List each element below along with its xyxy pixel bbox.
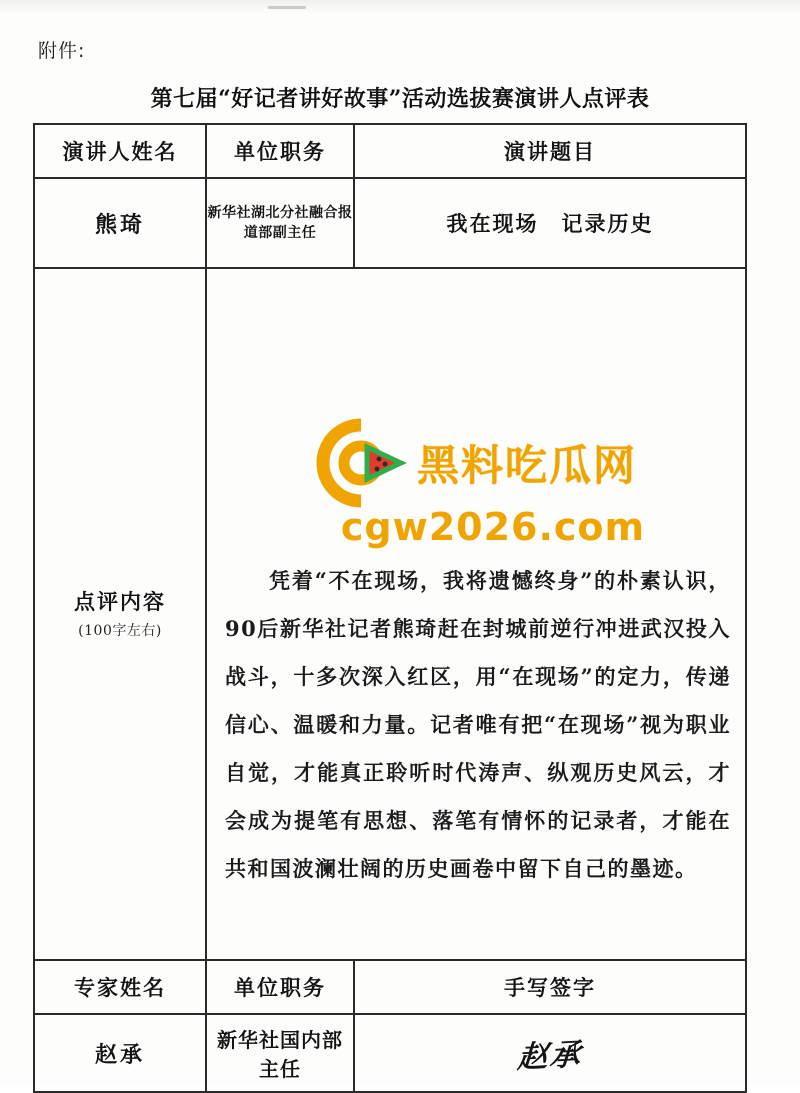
column-header-speaker-name: 演讲人姓名 [34, 124, 206, 178]
watermark [207, 417, 745, 549]
table-row-expert-header [34, 960, 746, 1014]
page-title: 第七届“好记者讲好故事”活动选拔赛演讲人点评表 [150, 86, 650, 112]
watermark-brand-text: 黑料吃瓜网 [416, 441, 637, 490]
column-header-signature: 手写签字 [354, 960, 746, 1014]
comment-label-cell [34, 268, 206, 960]
speech-topic-value: 我在现场 记录历史 [354, 178, 746, 268]
column-header-expert-name: 专家姓名 [34, 960, 206, 1014]
comment-label-sub: (100字左右) [78, 622, 162, 639]
column-header-expert-post: 单位职务 [206, 960, 354, 1014]
speaker-name-value: 熊琦 [34, 178, 206, 268]
watermelon-c-logo-icon [315, 417, 407, 509]
scan-artifact-mark [268, 6, 306, 9]
comment-label-main: 点评内容 [74, 588, 166, 614]
column-header-post: 单位职务 [206, 124, 354, 178]
handwritten-signature: 赵承 [516, 1037, 584, 1076]
table-row-speaker [34, 178, 746, 268]
expert-signature-cell [354, 1014, 746, 1092]
scan-top-edge [0, 0, 800, 14]
watermark-url-text: cgw2026.com [340, 505, 646, 549]
expert-name-value: 赵承 [34, 1014, 206, 1092]
evaluation-form-table [33, 123, 747, 1093]
table-row-header [34, 124, 746, 178]
table-row-expert [34, 1014, 746, 1092]
column-header-topic: 演讲题目 [354, 124, 746, 178]
comment-text: 凭着“不在现场，我将遗憾终身”的朴素认识，90后新华社记者熊琦赶在封城前逆行冲进武汉投入战斗，十多次深入红区，用“在现场”的定力，传递信心、温暖和力量。记者唯有把“在现场”视为职业自觉，才能真正聆听时代涛声、纵观历史风云，才会成为提笔有思想、落笔有情怀的记录者，才能在共和国波澜壮阔的历史画卷中留下自己的墨迹。 [225, 568, 731, 881]
attachment-label: 附件: [38, 40, 86, 62]
comment-content-cell [206, 268, 746, 960]
expert-post-value: 新华社国内部主任 [206, 1014, 354, 1092]
speaker-post-value: 新华社湖北分社融合报道部副主任 [206, 178, 354, 268]
table-row-comment [34, 268, 746, 960]
